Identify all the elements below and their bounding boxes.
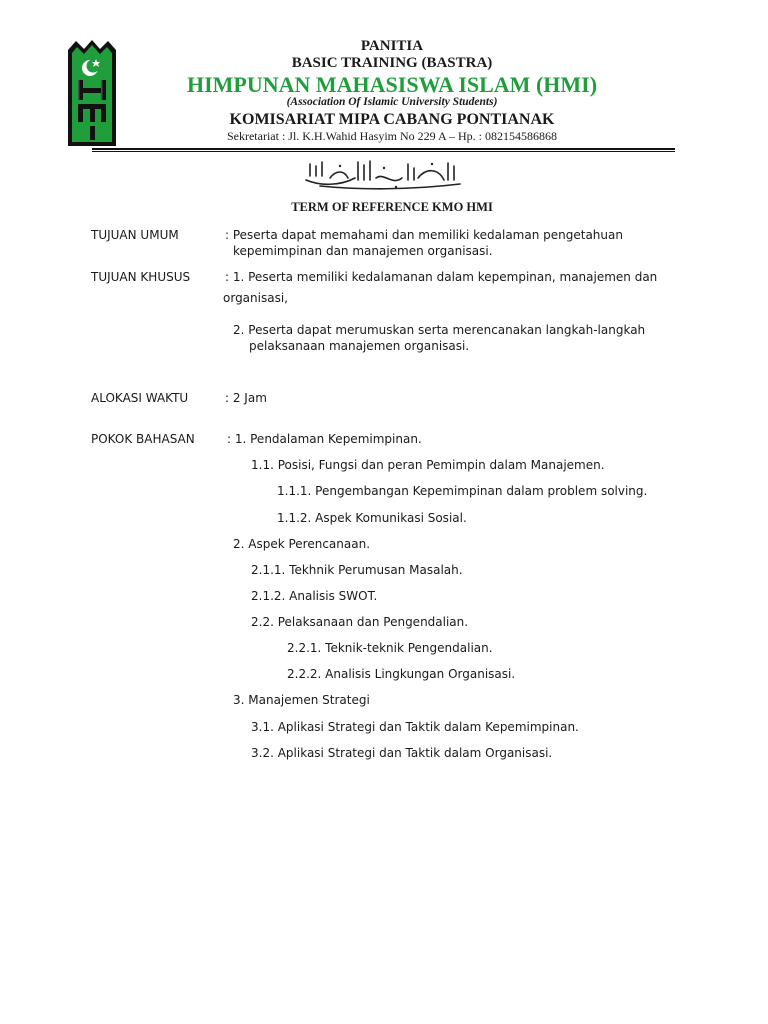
pokok-bahasan-item: 2. Aspek Perencanaan.	[233, 537, 371, 551]
pokok-bahasan-item: 1.1. Posisi, Fungsi dan peran Pemimpin dalam Manajemen.	[251, 458, 605, 472]
header-divider	[92, 148, 675, 150]
tujuan-khusus-item: organisasi,	[223, 291, 288, 305]
header-divider-thin	[92, 151, 675, 152]
tujuan-umum-line: : Peserta dapat memahami dan memiliki kedalaman pengetahuan	[225, 228, 623, 242]
secretariat-address: Sekretariat : Jl. K.H.Wahid Hasyim No 229 A – Hp. : 082154586868	[226, 129, 557, 143]
pokok-bahasan-item: 3.2. Aplikasi Strategi dan Taktik dalam Organisasi.	[251, 746, 553, 760]
panitia-heading: PANITIA	[360, 38, 424, 54]
pokok-bahasan-item: 2.2.2. Analisis Lingkungan Organisasi.	[287, 667, 516, 681]
pokok-bahasan-item: 1.1.1. Pengembangan Kepemimpinan dalam problem solving.	[277, 484, 648, 498]
pokok-bahasan-label: POKOK BAHASAN	[91, 432, 195, 446]
pokok-bahasan-item: 1.1.2. Aspek Komunikasi Sosial.	[277, 511, 467, 525]
organization-name: HIMPUNAN MAHASISWA ISLAM (HMI)	[186, 72, 598, 97]
training-heading: BASIC TRAINING (BASTRA)	[291, 55, 493, 71]
alokasi-waktu-value: : 2 Jam	[225, 391, 267, 405]
bismillah-calligraphy-icon	[300, 156, 465, 192]
pokok-bahasan-item: 2.2. Pelaksanaan dan Pengendalian.	[251, 615, 469, 629]
tujuan-khusus-label: TUJUAN KHUSUS	[91, 270, 191, 284]
tujuan-khusus-item: pelaksanaan manajemen organisasi.	[249, 339, 470, 353]
komisariat-heading: KOMISARIAT MIPA CABANG PONTIANAK	[229, 111, 555, 128]
tujuan-khusus-item: 2. Peserta dapat merumuskan serta merencanakan langkah-langkah	[233, 323, 646, 337]
pokok-bahasan-item: 2.1.1. Tekhnik Perumusan Masalah.	[251, 563, 463, 577]
pokok-bahasan-item: : 1. Pendalaman Kepemimpinan.	[227, 432, 422, 446]
pokok-bahasan-item: 3.1. Aplikasi Strategi dan Taktik dalam Kepemimpinan.	[251, 720, 579, 734]
alokasi-waktu-label: ALOKASI WAKTU	[91, 391, 189, 405]
pokok-bahasan-item: 3. Manajemen Strategi	[233, 693, 370, 707]
pokok-bahasan-item: 2.1.2. Analisis SWOT.	[251, 589, 378, 603]
tujuan-khusus-item: : 1. Peserta memiliki kedalamanan dalam kepempinan, manajemen dan	[225, 270, 658, 284]
document-title: TERM OF REFERENCE KMO HMI	[291, 200, 493, 214]
pokok-bahasan-item: 2.2.1. Teknik-teknik Pengendalian.	[287, 641, 493, 655]
tujuan-umum-line: kepemimpinan dan manajemen organisasi.	[233, 244, 493, 258]
tujuan-umum-label: TUJUAN UMUM	[91, 228, 179, 242]
association-subtitle: (Association Of Islamic University Students)	[286, 96, 498, 108]
